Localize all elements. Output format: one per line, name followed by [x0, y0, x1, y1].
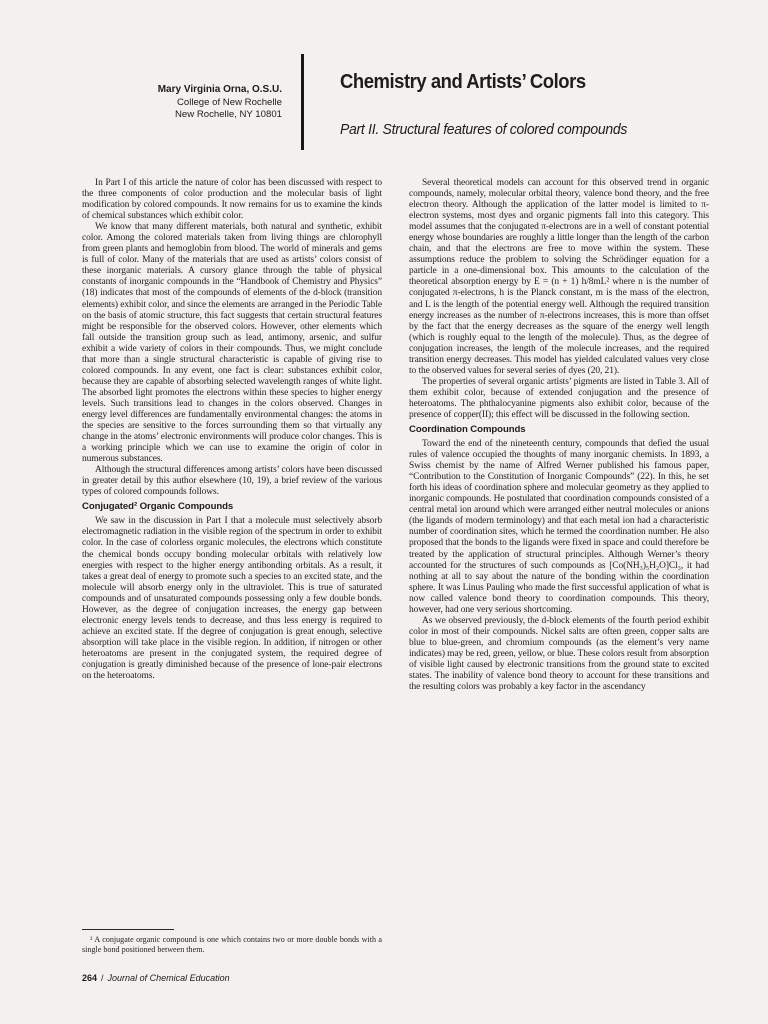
paragraph: Although the structural differences among artists’ colors have been discussed in greater detail by this author elsewhere (10, 19), a brief review of the various types of colored compounds follows. — [82, 465, 382, 498]
left-column — [82, 178, 382, 682]
author-block — [60, 84, 282, 122]
paragraph: We know that many different materials, both natural and synthetic, exhibit color. Among the colored materials taken from living things are chlorophyll from green plants and hemoglobin from blood. The world of minerals and gems is full of color. Many of the materials that are used as artists’ colors consist of these inorganic materials. A cursory glance through the table of physical constants of inorganic compounds in the “Handbook of Chemistry and Physics” (18) indicates that most of the compounds of elements of the d-block (transition elements) exhibit color, and since the elements are arranged in the Periodic Table on the basis of atomic structure, this fact suggests that certain structural features might be responsible for the observed colors. However, other elements which fall outside the transition group such as lead, antimony, arsenic, and sulfur exhibit a wide variety of colors in their compounds. Thus, we might conclude that more than a single structural characteristic is capable of giving rise to colored compounds. In any event, one fact is clear: substances exhibit color, because they are capable of absorbing selected wavelength ranges of white light. The absorbed light promotes the electrons within these species to higher energy levels. Such transitions lead to changes in the colors observed. Changes in energy level differences are fundamentally environmental changes: the atoms in the species are sensitive to the forces surrounding them so that virtually any change in the atoms’ electronic environments will produce color changes. This is a working principle which we can use to examine the origin of color in numerous substances. — [82, 222, 382, 465]
paragraph: We saw in the discussion in Part I that a molecule must selectively absorb electromagnetic radiation in the visible region of the spectrum in order to exhibit color. In the case of colorless organic molecules, the electrons which constitute the chemical bonds occupy bonding molecular orbitals with relatively low energies with respect to the higher energy antibonding orbitals. As a result, it takes a great deal of energy to promote such a species to an excited state, and the molecule will absorb energy only in the ultraviolet. This is true of saturated compounds and of unsaturated compounds possessing only a few double bonds. However, as the degree of conjugation increases, the energy gap between electronic energy levels tends to decrease, and thus less energy is required to achieve an excited state. If the degree of conjugation is great enough, selective absorption will take place in the visible region. In addition, if nitrogen or other heteroatoms are present in the conjugated system, the required degree of conjugation is greatly diminished because of the presence of lone-pair electrons on the heteroatoms. — [82, 516, 382, 682]
paragraph: In Part I of this article the nature of color has been discussed with respect to the three components of color production and the molecular basis of light modification by colored compounds. It now remains for us to examine the kinds of chemical substances which exhibit color. — [82, 178, 382, 222]
footnote-text: ² A conjugate organic compound is one which contains two or more double bonds with a single bond positioned between them. — [82, 935, 382, 954]
paragraph: Toward the end of the nineteenth century, compounds that defied the usual rules of valence occupied the thoughts of many inorganic chemists. In 1893, a Swiss chemist by the name of Alfred Werner published his famous paper, “Contribution to the Constitution of Inorganic Compounds” (22). In this, he set forth his ideas of coordination sphere and molecular geometry as they applied to inorganic compounds. He postulated that coordination compounds consisted of a central metal ion around which were arranged either neutral molecules or anions (the ligands of modern terminology) and that each metal ion had a characteristic number of coordination sites, which he termed the coordination number. He also proposed that the bonds to the ligands were fixed in space and could therefore be treated by the application of structural principles. Although Werner’s theory accounted for the structures of such compounds as [Co(NH₃)₅H₂O]Cl₃, it had nothing at all to say about the nature of the bonding within the coordination sphere. It was Linus Pauling who made the first successful application of what is now called valence bond theory to coordination compounds. This theory, however, had one very serious shortcoming. — [409, 439, 709, 615]
footnote-rule — [82, 929, 174, 930]
paragraph: The properties of several organic artists’ pigments are listed in Table 3. All of them exhibit color, because of extended conjugation and the presence of heteroatoms. The phthalocyanine pigments also exhibit color, because of the presence of copper(II); this effect will be discussed in the following section. — [409, 376, 709, 420]
author-name: Mary Virginia Orna, O.S.U. — [157, 84, 282, 95]
section-heading: Coordination Compounds — [409, 424, 526, 436]
section-heading: Conjugated² Organic Compounds — [82, 501, 234, 513]
title-divider — [301, 54, 304, 150]
footnote — [82, 935, 382, 955]
page-footer — [82, 973, 230, 983]
right-column — [409, 178, 709, 693]
journal-name: Journal of Chemical Education — [107, 973, 230, 983]
author-affiliation: College of New Rochelle — [176, 96, 282, 108]
page-number: 264 — [82, 973, 98, 983]
paragraph: As we observed previously, the d-block elements of the fourth period exhibit color in most of their compounds. Nickel salts are often green, copper salts are blue to blue-green, and chromium compounds (as the element’s very name indicates) may be red, green, yellow, or blue. These colors result from absorption of visible light caused by electronic transitions from the ground state to excited states. The inability of valence bond theory to account for these transitions and the resulting colors was probably a key factor in the ascendancy — [409, 615, 709, 693]
author-address: New Rochelle, NY 10801 — [174, 109, 282, 120]
article-title: Chemistry and Artists’ Colors — [340, 70, 586, 93]
article-subtitle: Part II. Structural features of colored compounds — [340, 121, 628, 138]
paragraph: Several theoretical models can account for this observed trend in organic compounds, namely, molecular orbital theory, valence bond theory, and the free electron theory. Although the application of the latter model is limited to π-electron systems, most dyes and organic pigments fall into this category. This model assumes that the conjugated π-electrons are in a well of constant potential energy whose boundaries are roughly a little longer than the length of the carbon chain, and that the electrons are free to move within the system. These assumptions reduce the problem to solving the Schrödinger equation for a particle in a one-dimensional box. This amounts to the calculation of the theoretical absorption energy by E = (n + 1) h/8mL² where n is the number of conjugated π-electrons, h is the Planck constant, m is the mass of the electron, and L is the length of the potential energy well. Although the required transition energy increases as the number of π-electrons increases, this is more than offset by the fact that the energy decreases as the square of the energy well length (which is roughly equal to the length of the molecule). Thus, as the degree of conjugation increases, the length of the molecule increases, and the required transition energy decreases. This model has yielded calculated values very close to the observed values for several series of dyes (20, 21). — [409, 178, 709, 376]
footer-separator: / — [101, 973, 104, 983]
